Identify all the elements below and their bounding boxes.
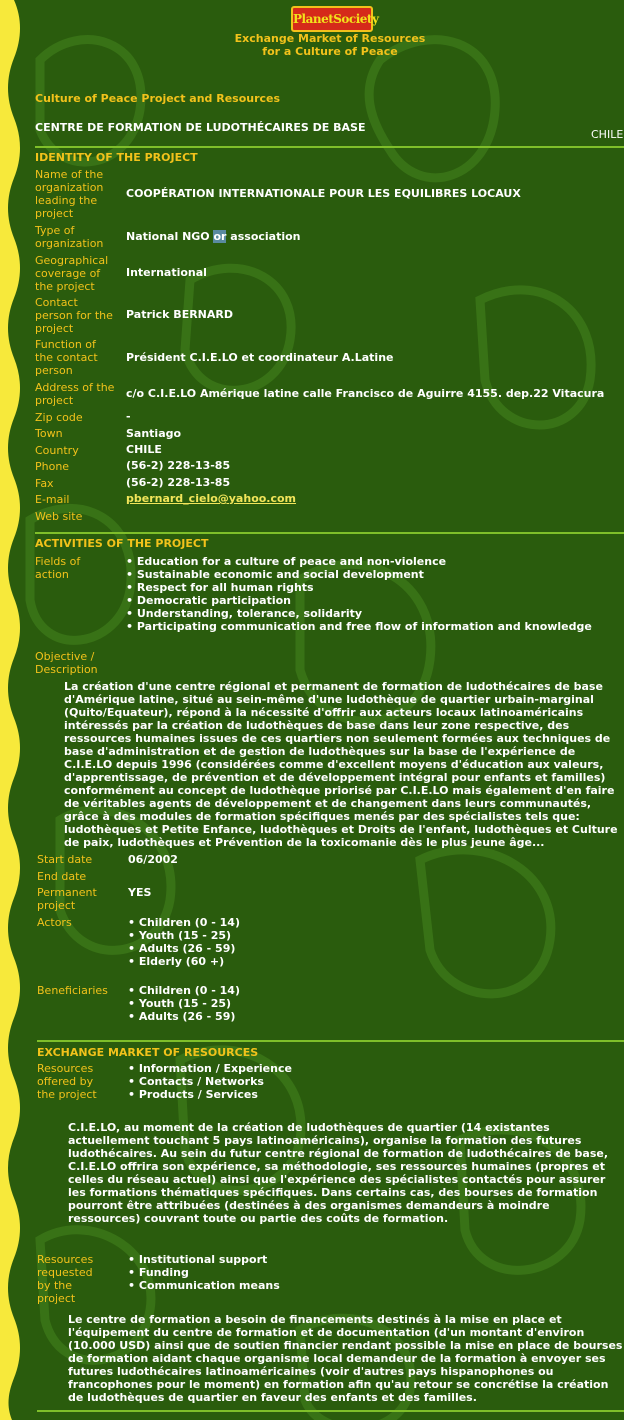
org-type-label: Type of organization bbox=[35, 224, 104, 250]
end-date-label: End date bbox=[37, 870, 87, 883]
actors-list bbox=[128, 916, 240, 968]
list-item: • Children (0 - 14) bbox=[128, 916, 240, 929]
list-item: • Communication means bbox=[128, 1279, 280, 1292]
header-title-line2: for a Culture of Peace bbox=[262, 45, 398, 58]
list-item: • Understanding, tolerance, solidarity bbox=[126, 607, 592, 620]
objective-label: Objective / Description bbox=[35, 650, 98, 676]
country-tag: CHILE bbox=[591, 128, 624, 141]
country-label: Country bbox=[35, 444, 79, 457]
permanent-value: YES bbox=[128, 886, 152, 899]
objective-text: La création d'une centre régional et permanent de formation de ludothécaires de base d'Amérique latine, situé au sein-même d'une ludothèque de quartier urbain-marginal (Quito/Equateur), répond à la nécessité d'offrir aux acteurs locaux latinoaméricains intéressés par la création de ludothèques de base dans leur zone respective, des ressources humaines issues de ces quartiers non seulement formées aux techniques de base d'administration et de gestion de ludothèques sur la base de l'expérience de C.I.E.LO depuis 1996 (considérées comme d'excellent moyens d'éducation aux valeurs, d'apprentissage, de prévention et de développement intégral pour enfants et familles) conformément au concept de ludothèque priorisé par C.I.E.LO mais également d'en faire de véritables agents de développement et de changement dans leurs communautés, grâce à des modules de formation spécifiques menés par des spécialistes tels que: ludothèques et Petite Enfance, ludothèques et Droits de l'enfant, ludothèques et Culture de paix, ludothèques et Prévention de la toxicomanie dès le plus jeune âge... bbox=[64, 680, 618, 849]
divider bbox=[35, 532, 624, 534]
website-label: Web site bbox=[35, 510, 83, 523]
list-item: • Elderly (60 +) bbox=[128, 955, 240, 968]
zip-label: Zip code bbox=[35, 411, 83, 424]
beneficiaries-list bbox=[128, 984, 240, 1023]
list-item: • Participating communication and free flow of information and knowledge bbox=[126, 620, 592, 633]
org-type-text-1: National NGO bbox=[126, 230, 214, 243]
offered-text: C.I.E.LO, au moment de la création de ludothèques de quartier (14 existantes actuellement touchant 5 pays latinoaméricains), organise la formation des futures ludothécaires. Au sein du futur centre régional de formation de ludothécaires de base, C.I.E.LO offrira son expérience, sa méthodologie, ses ressources humaines (propres et celles du réseau actuel) ainsi que l'expérience des spécialistes contactés pour assurer les formations thématiques spécifiques. Dans certains cas, des bourses de formation pourront être attribuées (destinées à des organismes demandeurs à moindre ressources) couvrant toute ou partie des coûts de formation. bbox=[68, 1121, 609, 1225]
requested-label: Resources requested by the project bbox=[37, 1253, 94, 1305]
town-label: Town bbox=[35, 427, 63, 440]
org-type-value bbox=[126, 230, 301, 243]
list-item: • Respect for all human rights bbox=[126, 581, 592, 594]
list-item: • Adults (26 - 59) bbox=[128, 1010, 240, 1023]
list-item: • Institutional support bbox=[128, 1253, 280, 1266]
contact-label: Contact person for the project bbox=[35, 296, 113, 335]
start-date-label: Start date bbox=[37, 853, 93, 866]
requested-list bbox=[128, 1253, 280, 1292]
coverage-value: International bbox=[126, 266, 207, 279]
town-value: Santiago bbox=[126, 427, 182, 440]
project-name: CENTRE DE FORMATION DE LUDOTHÉCAIRES DE BASE bbox=[35, 121, 366, 134]
divider bbox=[35, 146, 624, 148]
divider bbox=[37, 1410, 624, 1412]
address-value: c/o C.I.E.LO Amérique latine calle Francisco de Aguirre 4155. dep.22 Vitacura bbox=[126, 387, 605, 400]
email-label: E-mail bbox=[35, 493, 70, 506]
phone-value: (56-2) 228-13-85 bbox=[126, 459, 231, 472]
exchange-heading: EXCHANGE MARKET OF RESOURCES bbox=[37, 1046, 259, 1059]
identity-heading: IDENTITY OF THE PROJECT bbox=[35, 151, 198, 164]
offered-list bbox=[128, 1062, 292, 1101]
activities-heading: ACTIVITIES OF THE PROJECT bbox=[35, 537, 209, 550]
requested-text: Le centre de formation a besoin de financements destinés à la mise en place et l'équipement du centre de formation et de documentation (d'un montant d'environ (10.000 USD) ainsi que de soutien financier rendant possible la mise en place de bourses de formation aidant chaque organisme local demandeur de la formation à envoyer ses futures ludothécaires latinoaméricaines (voir d'autres pays hispanophones ou francophones pour le moment) en formation afin qu'au retour se concrétise la création de ludothèques de quartier en faveur des enfants et des familles. bbox=[68, 1313, 623, 1404]
country-value: CHILE bbox=[126, 443, 162, 456]
address-label: Address of the project bbox=[35, 381, 115, 407]
zip-value: - bbox=[126, 410, 131, 423]
list-item: • Information / Experience bbox=[128, 1062, 292, 1075]
list-item: • Adults (26 - 59) bbox=[128, 942, 240, 955]
list-item: • Products / Services bbox=[128, 1088, 292, 1101]
org-type-highlight: or bbox=[213, 230, 227, 243]
permanent-label: Permanent project bbox=[37, 886, 97, 912]
list-item: • Sustainable economic and social development bbox=[126, 568, 592, 581]
org-name-label: Name of the organization leading the project bbox=[35, 168, 104, 220]
planet-society-logo[interactable]: PlanetSociety bbox=[291, 6, 373, 32]
beneficiaries-label: Beneficiaries bbox=[37, 984, 108, 997]
list-item: • Education for a culture of peace and non-violence bbox=[126, 555, 592, 568]
offered-label: Resources offered by the project bbox=[37, 1062, 97, 1101]
list-item: • Contacts / Networks bbox=[128, 1075, 292, 1088]
list-item: • Youth (15 - 25) bbox=[128, 929, 240, 942]
start-date-value: 06/2002 bbox=[128, 853, 178, 866]
contact-value: Patrick BERNARD bbox=[126, 308, 233, 321]
email-link[interactable]: pbernard_cielo@yahoo.com bbox=[126, 492, 297, 505]
fax-label: Fax bbox=[35, 477, 54, 490]
header-title-line1: Exchange Market of Resources bbox=[234, 32, 426, 45]
list-item: • Children (0 - 14) bbox=[128, 984, 240, 997]
org-name-value: COOPÉRATION INTERNATIONALE POUR LES EQUILIBRES LOCAUX bbox=[126, 187, 521, 200]
function-label: Function of the contact person bbox=[35, 338, 98, 377]
phone-label: Phone bbox=[35, 460, 70, 473]
page-section-title: Culture of Peace Project and Resources bbox=[35, 92, 281, 105]
fax-value: (56-2) 228-13-85 bbox=[126, 476, 231, 489]
fields-list bbox=[126, 555, 592, 633]
list-item: • Democratic participation bbox=[126, 594, 592, 607]
list-item: • Funding bbox=[128, 1266, 280, 1279]
function-value: Président C.I.E.LO et coordinateur A.Latine bbox=[126, 351, 394, 364]
org-type-text-2: association bbox=[226, 230, 301, 243]
fields-label: Fields of action bbox=[35, 555, 81, 581]
list-item: • Youth (15 - 25) bbox=[128, 997, 240, 1010]
divider bbox=[37, 1040, 624, 1042]
actors-label: Actors bbox=[37, 916, 72, 929]
coverage-label: Geographical coverage of the project bbox=[35, 254, 109, 293]
